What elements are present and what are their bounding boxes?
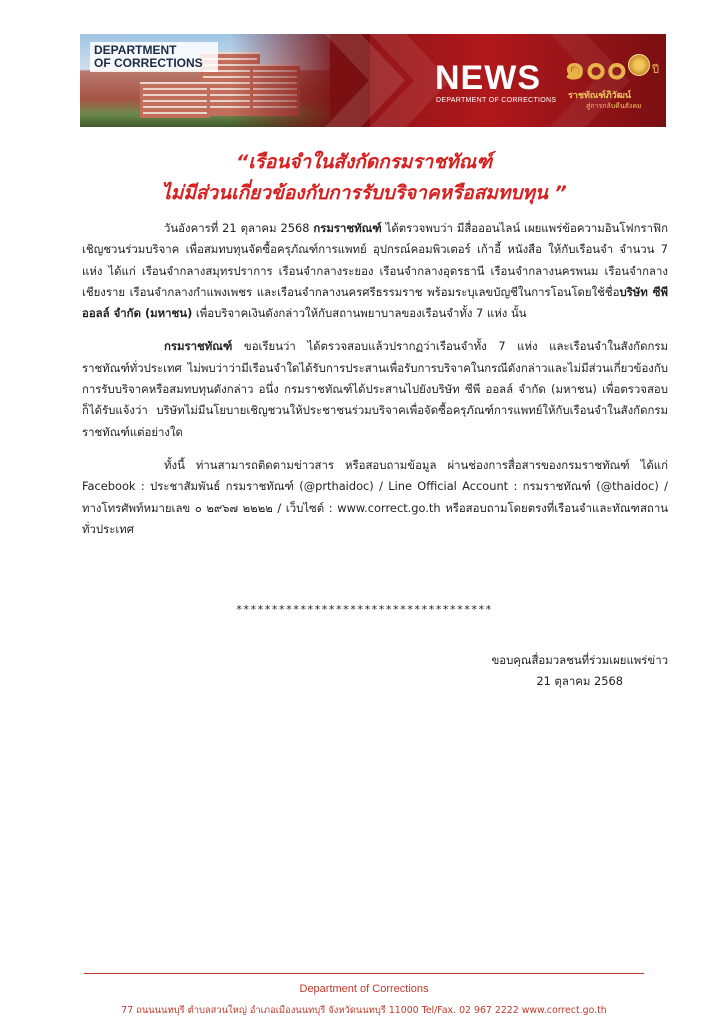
seal-icon [628, 54, 650, 76]
anniversary-number: ๑๐๐ [564, 48, 628, 88]
footer-divider [84, 973, 644, 974]
paragraph-3 [82, 455, 668, 540]
footer-title: Department of Corrections [299, 983, 429, 995]
p1-text-e: เพื่อบริจาคเงินดังกล่าวให้กับสถานพยาบาลของเรือนจำทั้ง 7 แห่ง นั้น [192, 306, 527, 321]
release-date: 21 ตุลาคม 2568 [536, 674, 624, 689]
headline-line1: “เรือนจำในสังกัดกรมราชทัณฑ์ [235, 151, 493, 173]
separator: ************************************ [235, 603, 493, 616]
p1-text-c: ได้ตรวจพบว่า มีสื่อออนไลน์ เผยแพร่ข้อความอินโฟกราฟิก เชิญชวนร่วมบริจาค เพื่อสมทบทุนจัดซื้อครุภัณฑ์การแพทย์ อุปกรณ์คอมพิวเตอร์ เก้าอี้ หนังสือ ให้กับเรือนจำ จำนวน 7 แห่ง ได้แก่ เรือนจำกลางสมุทรปราการ เรือนจำกลางระยอง เรือนจำกลางอุดรธานี เรือนจำกลางนครพนม เรือนจำกลางเชียงราย เรือนจำกลางกำแพงเพชร และเรือนจำกลางนครศรีธรรมราช พร้อมระบุเลขบัญชีในการโอนโดยใช้ชื่อ [82, 221, 668, 299]
press-release-body [82, 218, 668, 552]
building-block [140, 82, 210, 118]
anniversary-unit: ปี [652, 63, 659, 76]
paragraph-2 [82, 336, 668, 442]
paragraph-1 [82, 218, 668, 324]
footer-address: 77 ถนนนนทบุรี ตำบลสวนใหญ่ อำเภอเมืองนนทบุรี จังหวัดนนทบุรี 11000 Tel/Fax. 02 967 2222 www.correct.go.th [121, 1005, 607, 1016]
news-title: NEWS [435, 59, 541, 97]
dept-line2: OF CORRECTIONS [94, 56, 203, 70]
headline-line2: ไม่มีส่วนเกี่ยวข้องกับการรับบริจาคหรือสมทบทุน ” [161, 182, 567, 204]
dept-line1: DEPARTMENT [94, 43, 177, 57]
p2-text: ขอเรียนว่า ได้ตรวจสอบแล้วปรากฏว่าเรือนจำทั้ง 7 แห่ง และเรือนจำในสังกัดกรมราชทัณฑ์ทั่วประเทศ ไม่พบว่าว่ามีเรือนจำใดได้รับการประสานเพื่อรับการบริจาคในกรณีดังกล่าวและไม่มีส่วนเกี่ยวข้องกับการรับบริจาคหรือสมทบทุนดังกล่าว อนึ่ง กรมราชทัณฑ์ได้ประสานไปยังบริษัท ซีพี ออลล์ จำกัด (มหาชน) เพื่อตรวจสอบก็ได้รับแจ้งว่า บริษัทไม่มีนโยบายเชิญชวนให้ประชาชนร่วมบริจาคเพื่อจัดซื้อครุภัณฑ์การแพทย์ให้กับเรือนจำในสังกัดกรมราชทัณฑ์แต่อย่างใด [82, 339, 668, 439]
centennial-logo [564, 48, 659, 118]
p1-org-name: กรมราชทัณฑ์ [313, 221, 382, 235]
news-subtitle: DEPARTMENT OF CORRECTIONS [436, 97, 557, 104]
closing [491, 650, 668, 693]
anniversary-slogan-2: สู่การกลับคืนสังคม [586, 102, 642, 110]
p1-company-name: บริษัท ซีพี ออลล์ จำกัด (มหาชน) [82, 284, 668, 321]
thanks-line: ขอบคุณสื่อมวลชนที่ร่วมเผยแพร่ข่าว [491, 653, 668, 667]
p1-text-a: วันอังคารที่ 21 ตุลาคม 2568 [164, 221, 314, 235]
department-logo-text [90, 42, 218, 72]
anniversary-slogan-1: ราชทัณฑ์ภิวัฒน์ [568, 91, 632, 101]
p2-org-name: กรมราชทัณฑ์ [164, 339, 233, 354]
p3-text: ทั้งนี้ ท่านสามารถติดตามข่าวสาร หรือสอบถามข้อมูล ผ่านช่องการสื่อสารของกรมราชทัณฑ์ ได้แก่ Facebook : ประชาสัมพันธ์ กรมราชทัณฑ์ (@prthaidoc) / Line Official Account : กรมราชทัณฑ์ (@thaidoc) / ทางโทรศัพท์หมายเลข ๐ ๒๙๖๗ ๒๒๒๒ / เว็บไซต์ : www.correct.go.th หรือสอบถามโดยตรงที่เรือนจำและทัณฑสถานทั่วประเทศ [82, 457, 668, 536]
headline [0, 147, 728, 209]
news-banner [80, 34, 666, 127]
